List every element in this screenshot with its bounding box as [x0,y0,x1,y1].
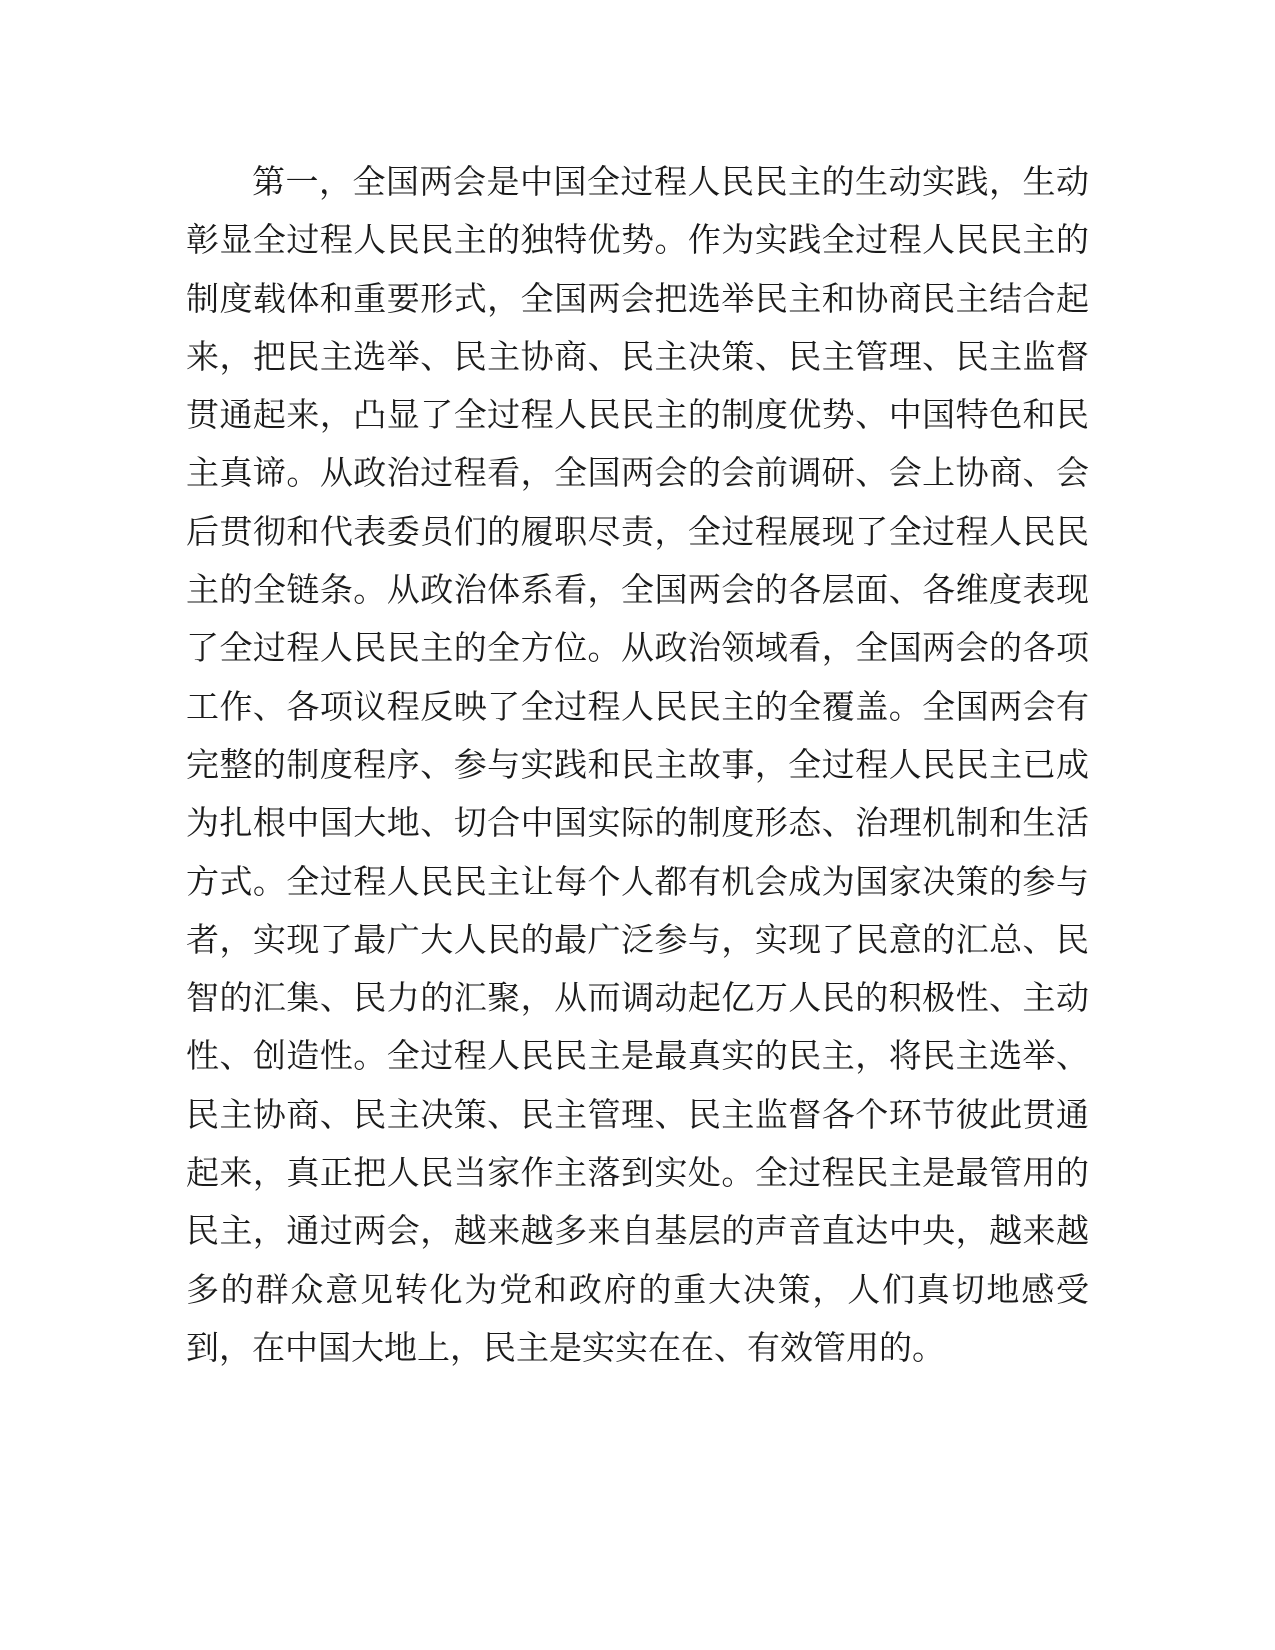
paragraph-line: 起来，真正把人民当家作主落到实处。全过程民主是最管用的 [186,1153,1089,1193]
paragraph-line: 到，在中国大地上，民主是实实在在、有效管用的。 [186,1327,945,1367]
paragraph-line: 方式。全过程人民民主让每个人都有机会成为国家决策的参与 [186,861,1089,901]
paragraph-line: 完整的制度程序、参与实践和民主故事，全过程人民民主已成 [186,744,1089,784]
paragraph-line: 多的群众意见转化为党和政府的重大决策，人们真切地感受 [186,1269,1089,1309]
paragraph-line: 主的全链条。从政治体系看，全国两会的各层面、各维度表现 [186,570,1089,610]
paragraph-line: 智的汇集、民力的汇聚，从而调动起亿万人民的积极性、主动 [186,978,1089,1018]
paragraph-line: 第一，全国两会是中国全过程人民民主的生动实践，生动 [252,162,1089,201]
paragraph-line: 贯通起来，凸显了全过程人民民主的制度优势、中国特色和民 [186,395,1089,435]
paragraph-line: 为扎根中国大地、切合中国实际的制度形态、治理机制和生活 [186,803,1089,843]
body-paragraph [186,153,1089,1377]
paragraph-line: 后贯彻和代表委员们的履职尽责，全过程展现了全过程人民民 [186,511,1089,551]
paragraph-line: 民主协商、民主决策、民主管理、民主监督各个环节彼此贯通 [186,1094,1089,1134]
paragraph-line: 制度载体和重要形式，全国两会把选举民主和协商民主结合起 [186,278,1089,318]
paragraph-line: 工作、各项议程反映了全过程人民民主的全覆盖。全国两会有 [186,686,1089,726]
paragraph-line: 彰显全过程人民民主的独特优势。作为实践全过程人民民主的 [186,220,1089,260]
paragraph-line: 来，把民主选举、民主协商、民主决策、民主管理、民主监督 [186,336,1089,376]
paragraph-line: 者，实现了最广大人民的最广泛参与，实现了民意的汇总、民 [186,919,1089,959]
paragraph-line: 主真谛。从政治过程看，全国两会的会前调研、会上协商、会 [186,453,1089,493]
paragraph-line: 了全过程人民民主的全方位。从政治领域看，全国两会的各项 [186,628,1089,668]
paragraph-line: 民主，通过两会，越来越多来自基层的声音直达中央，越来越 [186,1211,1089,1251]
paragraph-line: 性、创造性。全过程人民民主是最真实的民主，将民主选举、 [186,1036,1089,1076]
